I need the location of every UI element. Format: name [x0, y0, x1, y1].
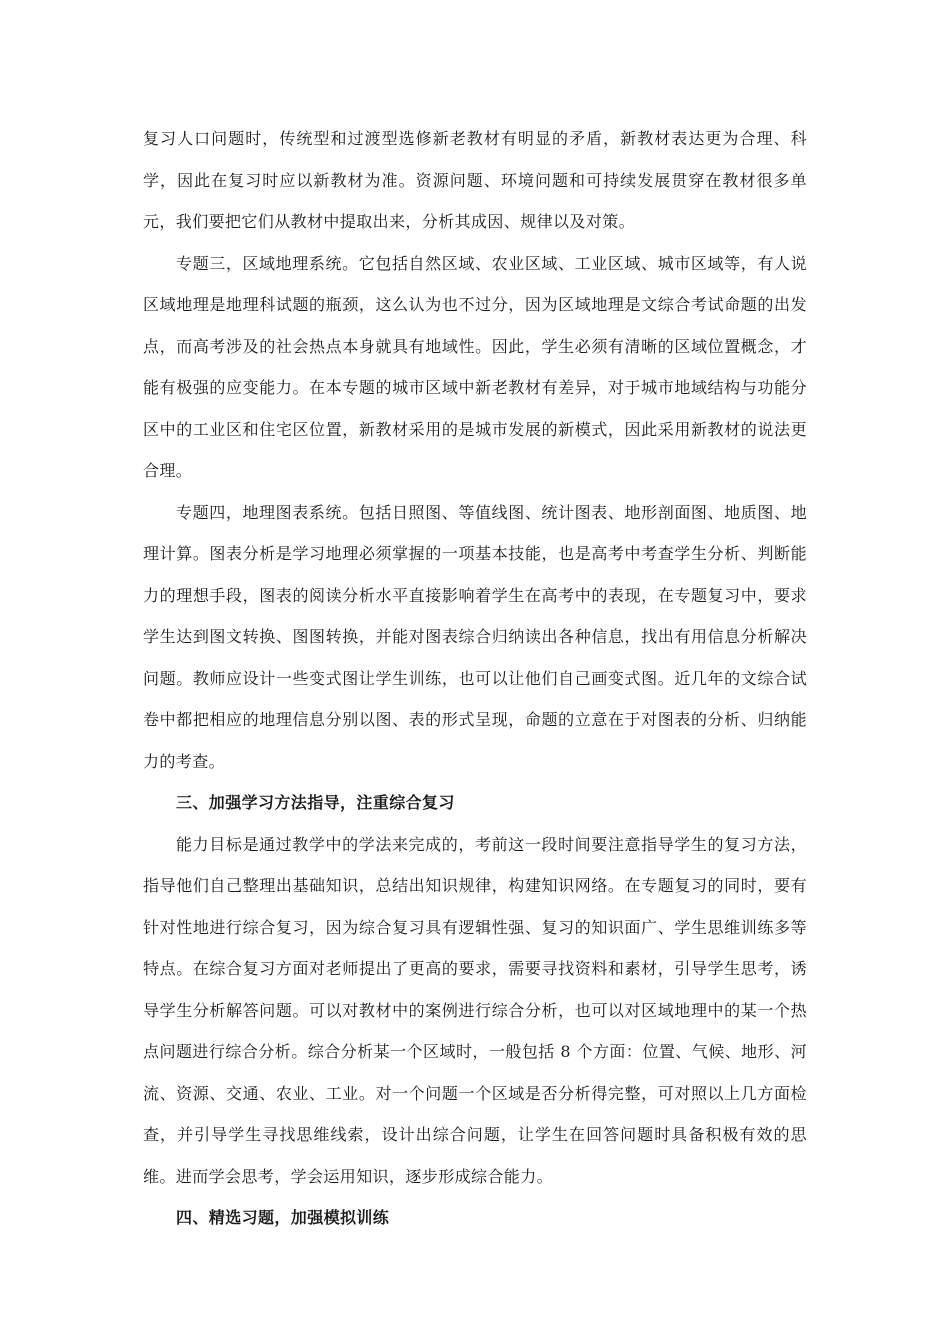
paragraph-topic-four-geographic-charts: 专题四，地理图表系统。包括日照图、等值线图、统计图表、地形剖面图、地质图、地理计算。图表分析是学习地理必须掌握的一项基本技能，也是高考中考查学生分析、判断能力的理想手段，图表的阅读分析水平直接影响着学生在高考中的表现，在专题复习中，要求学生达到图文转换、图图转换，并能对图表综合归纳读出各种信息，找出有用信息分析解决问题。教师应设计一些变式图让学生训练，也可以让他们自己画变式图。近几年的文综合试卷中都把相应的地理信息分别以图、表的形式呈现，命题的立意在于对图表的分析、归纳能力的考查。: [143, 502, 807, 771]
document-page: [143, 118, 807, 1239]
section-heading-three: 三、加强学习方法指导，注重综合复习: [176, 793, 455, 812]
section-heading-four: 四、精选习题，加强模拟训练: [176, 1208, 390, 1227]
paragraph-study-methods: 能力目标是通过教学中的学法来完成的，考前这一段时间要注意指导学生的复习方法，指导他们自己整理出基础知识，总结出知识规律，构建知识网络。在专题复习的同时，要有针对性地进行综合复习，因为综合复习具有逻辑性强、复习的知识面广、学生思维训练多等特点。在综合复习方面对老师提出了更高的要求，需要寻找资料和素材，引导学生思考，诱导学生分析解答问题。可以对教材中的案例进行综合分析，也可以对区域地理中的某一个热点问题进行综合分析。综合分析某一个区域时，一般包括 8 个方面：位置、气候、地形、河流、资源、交通、农业、工业。对一个问题一个区域是否分析得完整，可对照以上几方面检查，并引导学生寻找思维线索，设计出综合问题，让学生在回答问题时具备积极有效的思维。进而学会思考，学会运用知识，逐步形成综合能力。: [143, 834, 807, 1186]
paragraph-topic-three-regional-geography: 专题三，区域地理系统。它包括自然区域、农业区域、工业区域、城市区域等，有人说区域地理是地理科试题的瓶颈，这么认为也不过分，因为区域地理是文综合考试命题的出发点，而高考涉及的社会热点本身就具有地域性。因此，学生必须有清晰的区域位置概念，才能有极强的应变能力。在本专题的城市区域中新老教材有差异，对于城市地域结构与功能分区中的工业区和住宅区位置，新教材采用的是城市发展的新模式，因此采用新教材的说法更合理。: [143, 253, 807, 480]
paragraph-population-review: 复习人口问题时，传统型和过渡型选修新老教材有明显的矛盾，新教材表达更为合理、科学，因此在复习时应以新教材为准。资源问题、环境问题和可持续发展贯穿在教材很多单元，我们要把它们从教材中提取出来，分析其成因、规律以及对策。: [143, 129, 807, 231]
